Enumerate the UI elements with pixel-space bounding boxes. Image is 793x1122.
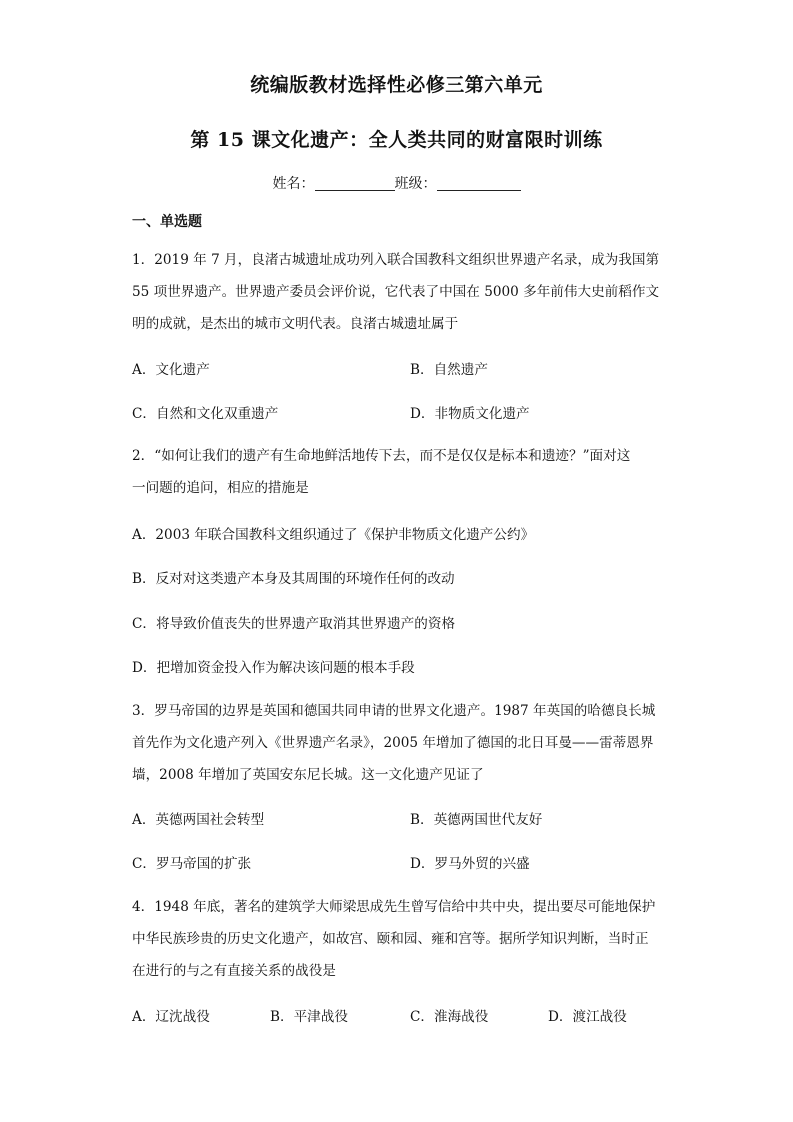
q3-option-b[interactable]: B．英德两国世代友好 (410, 812, 543, 828)
class-label: 班级： (394, 176, 437, 192)
q3-option-d[interactable]: D．罗马外贸的兴盛 (410, 856, 530, 872)
student-info-row (0, 173, 793, 193)
question-line: 2．“如何让我们的遗产有生命地鲜活地传下去，而不是仅仅是标本和遗迹？”面对这 (132, 448, 631, 464)
question-line: 4．1948 年底，著名的建筑学大师梁思成先生曾写信给中共中央，提出要尽可能地保护 (132, 899, 656, 915)
question-line: 一问题的追问，相应的措施是 (132, 480, 309, 496)
q4-option-d[interactable]: D．渡江战役 (548, 1009, 627, 1025)
question-line: 明的成就，是杰出的城市文明代表。良渚古城遗址属于 (132, 316, 459, 332)
question-line: 1．2019 年 7 月，良渚古城遗址成功列入联合国教科文组织世界遗产名录，成为我国第 (132, 252, 660, 268)
question-4-stem (132, 891, 664, 987)
question-line: 55 项世界遗产。世界遗产委员会评价说，它代表了中国在 5000 多年前伟大史前稻作文 (132, 284, 660, 300)
question-1-stem (132, 244, 664, 340)
q2-option-b[interactable]: B．反对对这类遗产本身及其周围的环境作任何的改动 (132, 571, 455, 587)
q2-option-c[interactable]: C．将导致价值丧失的世界遗产取消其世界遗产的资格 (132, 616, 456, 632)
question-line: 墙，2008 年增加了英国安东尼长城。这一文化遗产见证了 (132, 767, 484, 783)
section-heading: 一、单选题 (132, 214, 202, 230)
q1-option-b[interactable]: B．自然遗产 (410, 362, 488, 378)
lesson-title: 第 15 课文化遗产：全人类共同的财富限时训练 (190, 129, 603, 151)
name-blank[interactable] (315, 176, 395, 191)
name-label: 姓名： (272, 176, 315, 192)
question-line: 在进行的与之有直接关系的战役是 (132, 963, 336, 979)
q1-option-d[interactable]: D．非物质文化遗产 (410, 406, 530, 422)
question-line: 3．罗马帝国的边界是英国和德国共同申请的世界文化遗产。1987 年英国的哈德良长城 (132, 703, 656, 719)
class-blank[interactable] (437, 176, 521, 191)
q4-option-a[interactable]: A．辽沈战役 (132, 1009, 210, 1025)
q3-option-a[interactable]: A．英德两国社会转型 (132, 812, 265, 828)
question-2-stem (132, 440, 664, 504)
question-line: 首先作为文化遗产列入《世界遗产名录》，2005 年增加了德国的北日耳曼——雷蒂恩界 (132, 735, 654, 751)
q1-option-c[interactable]: C．自然和文化双重遗产 (132, 406, 279, 422)
q1-option-a[interactable]: A．文化遗产 (132, 362, 210, 378)
question-3-stem (132, 695, 664, 791)
question-line: 中华民族珍贵的历史文化遗产，如故宫、颐和园、雍和宫等。据所学知识判断，当时正 (132, 931, 649, 947)
q2-option-a[interactable]: A．2003 年联合国教科文组织通过了《保护非物质文化遗产公约》 (132, 527, 535, 543)
q4-option-c[interactable]: C．淮海战役 (410, 1009, 489, 1025)
q3-option-c[interactable]: C．罗马帝国的扩张 (132, 856, 252, 872)
document-title: 统编版教材选择性必修三第六单元 (250, 74, 543, 96)
q2-option-d[interactable]: D．把增加资金投入作为解决该问题的根本手段 (132, 660, 415, 676)
q4-option-b[interactable]: B．平津战役 (270, 1009, 348, 1025)
